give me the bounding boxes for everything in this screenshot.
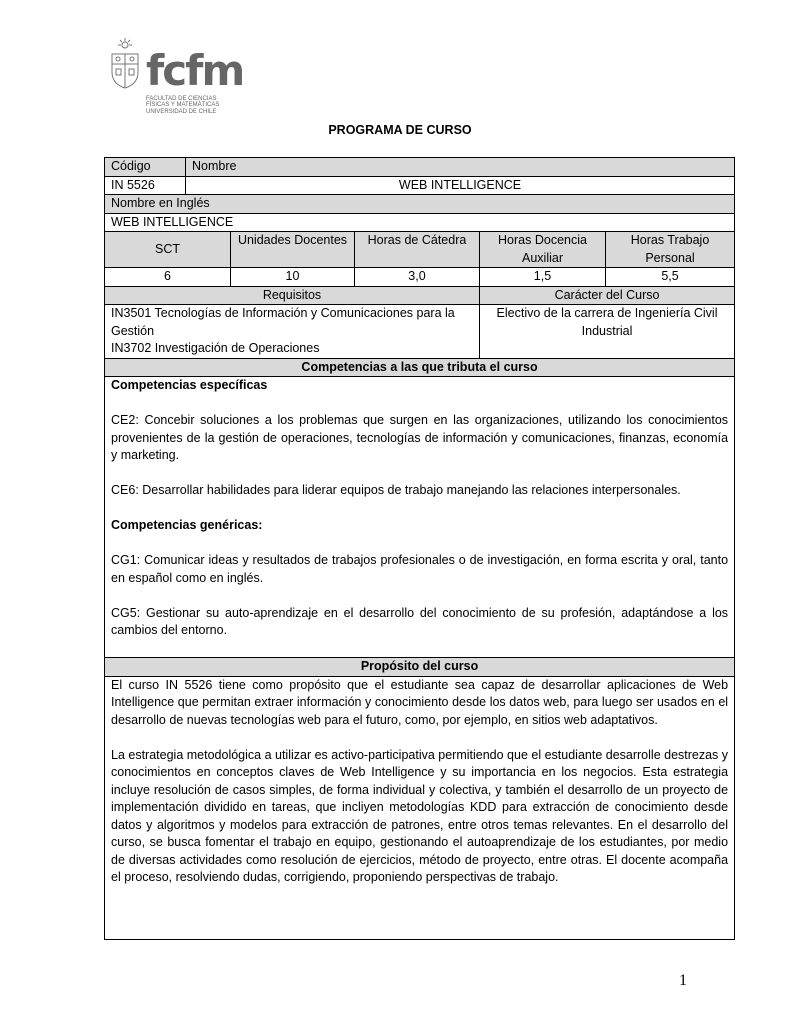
- proposito-section: [105, 676, 735, 939]
- requisitos-list: [105, 305, 480, 359]
- credits-header-personal: Horas Trabajo Personal: [606, 232, 735, 268]
- proposito-paragraph-1: El curso IN 5526 tiene como propósito que el estudiante sea capaz de desarrollar aplicaciones de Web Intelligence que permitan extraer información y conocimiento desde los datos web, para luego ser usados en el desarrollo de nuevas tecnologías web para el futuro, como, por ejemplo, en sitios web adaptativos.: [111, 677, 729, 727]
- credits-personal: 5,5: [606, 268, 735, 287]
- credits-header-catedra: Horas de Cátedra: [355, 232, 480, 268]
- competencias-section: [105, 377, 735, 658]
- credits-auxiliar: 1,5: [480, 268, 606, 287]
- competencia-cg1: CG1: Comunicar ideas y resultados de trabajos profesionales o de investigación, en forma escrita y oral, tanto en español como en inglés.: [111, 553, 729, 585]
- course-name: WEB INTELLIGENCE: [186, 176, 735, 195]
- course-code: IN 5526: [105, 176, 186, 195]
- credits-unidades: 10: [231, 268, 355, 287]
- credits-sct: 6: [105, 268, 231, 287]
- competencias-heading: Competencias a las que tributa el curso: [105, 358, 735, 377]
- genericas-label: Competencias genéricas:: [111, 518, 263, 532]
- english-name: WEB INTELLIGENCE: [105, 213, 735, 232]
- university-seal-icon: [108, 38, 142, 90]
- proposito-heading: Propósito del curso: [105, 658, 735, 677]
- credits-header-sct: SCT: [105, 232, 231, 268]
- document-title: PROGRAMA DE CURSO: [328, 123, 472, 137]
- credits-catedra: 3,0: [355, 268, 480, 287]
- logo-wordmark: fcfm: [146, 46, 244, 95]
- competencia-cg5: CG5: Gestionar su auto-aprendizaje en el desarrollo del conocimiento de su profesión, adaptándose a los cambios del entorno.: [111, 605, 729, 637]
- faculty-logo: [108, 38, 244, 120]
- codigo-label: Código: [105, 158, 186, 177]
- course-table: [104, 157, 735, 940]
- competencia-ce6: CE6: Desarrollar habilidades para liderar equipos de trabajo manejando las relaciones interpersonales.: [111, 483, 681, 497]
- especificas-label: Competencias específicas: [111, 378, 268, 392]
- caracter-value: Electivo de la carrera de Ingeniería Civil Industrial: [480, 305, 735, 359]
- requisito-item: IN3501 Tecnologías de Información y Comunicaciones para la Gestión: [111, 306, 455, 338]
- requisito-item: IN3702 Investigación de Operaciones: [111, 341, 320, 355]
- credits-header-unidades: Unidades Docentes: [231, 232, 355, 268]
- credits-header-auxiliar: Horas Docencia Auxiliar: [480, 232, 606, 268]
- requisitos-label: Requisitos: [105, 286, 480, 305]
- caracter-label: Carácter del Curso: [480, 286, 735, 305]
- page-number: 1: [679, 972, 687, 989]
- nombre-label: Nombre: [186, 158, 735, 177]
- proposito-paragraph-2: La estrategia metodológica a utilizar es activo-participativa permitiendo que el estudiante desarrolle destrezas y conocimientos en conceptos claves de Web Intelligence y su importancia en los negocios. Esta estrategia incluye resolución de casos simples, de forma individual y colectiva, y también el desarrollo de un proyecto de implementación dividido en tareas, que incliyen metodologías KDD para extracción de conocimiento desde datos y algoritmos y modelos para extracción de patrones, entre otros temas relevantes. En el desarrollo del curso, se busca fomentar el trabajo en equipo, gestionando el autoaprendizaje de los estudiantes, por medio de diversas actividades como resolución de ejercicios, método de proyecto, entre otras. El docente acompaña el proceso, resolviendo dudas, corrigiendo, proponiendo perspectivas de trabajo.: [111, 747, 729, 884]
- english-name-label: Nombre en Inglés: [105, 195, 735, 214]
- logo-subtitle: FACULTAD DE CIENCIAS FÍSICAS Y MATEMÁTICAS UNIVERSIDAD DE CHILE: [146, 96, 220, 115]
- competencia-ce2: CE2: Concebir soluciones a los problemas que surgen en las organizaciones, utilizando los conocimientos provenientes de la gestión de operaciones, tecnologías de información y comunicaciones, finanzas, economía y marketing.: [111, 413, 729, 462]
